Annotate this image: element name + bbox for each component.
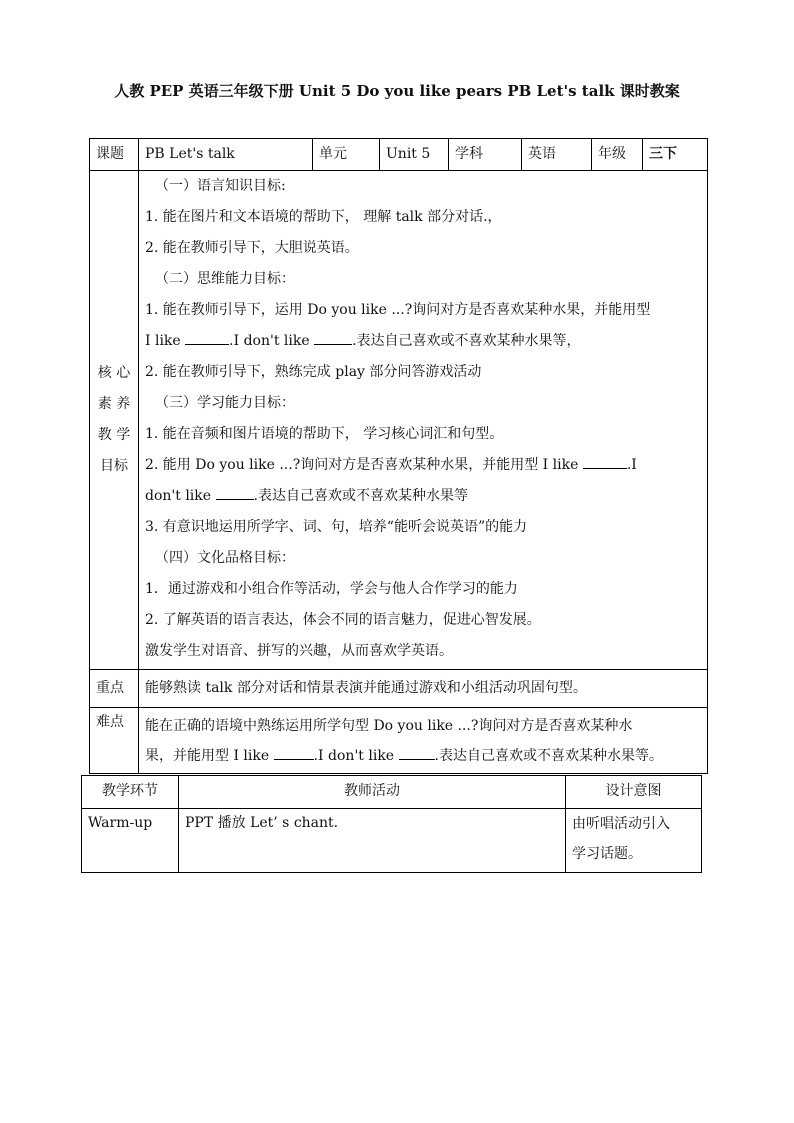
step-header: 教学环节 bbox=[82, 776, 179, 809]
lang-heading: （一）语言知识目标: bbox=[155, 178, 286, 194]
core-goals-label-line: 教 学 bbox=[97, 427, 131, 443]
topic-label: 课题 bbox=[90, 139, 139, 171]
text: 2. 能用 Do you like ...?询问对方是否喜欢某种水果，并能用型 I like bbox=[145, 457, 583, 473]
fill-blank bbox=[216, 486, 254, 500]
intent-line: 学习话题。 bbox=[572, 846, 642, 862]
key-point-text: 能够熟读 talk 部分对话和情景表演并能通过游戏和小组活动巩固句型。 bbox=[139, 670, 708, 708]
culture-goal-1: 1．通过游戏和小组合作等活动，学会与他人合作学习的能力 bbox=[145, 581, 518, 597]
think-goal-1a: 1. 能在教师引导下，运用 Do you like ...?询问对方是否喜欢某种水果，并能用型 bbox=[145, 302, 651, 318]
learn-heading: （三）学习能力目标： bbox=[155, 395, 295, 411]
process-header-row bbox=[82, 776, 702, 809]
text: don't like bbox=[145, 488, 216, 504]
core-goals-label-line: 目标 bbox=[100, 458, 128, 474]
core-goals-label-line: 素 养 bbox=[97, 396, 131, 412]
lang-goal-2: 2. 能在教师引导下，大胆说英语。 bbox=[145, 240, 359, 256]
lesson-info-table bbox=[89, 138, 708, 774]
think-goal-1b bbox=[145, 326, 703, 357]
text: .I bbox=[626, 457, 637, 473]
unit-value: Unit 5 bbox=[380, 139, 449, 171]
process-row bbox=[82, 809, 702, 873]
subject-label: 学科 bbox=[449, 139, 522, 171]
intent-header: 设计意图 bbox=[566, 776, 702, 809]
unit-label: 单元 bbox=[313, 139, 380, 171]
text: .表达自己喜欢或不喜欢某种水果等。 bbox=[434, 747, 663, 764]
think-heading: （二）思维能力目标： bbox=[155, 271, 295, 287]
text: .表达自己喜欢或不喜欢某种水果等， bbox=[352, 333, 581, 349]
activity-header: 教师活动 bbox=[179, 776, 566, 809]
intent-line: 由听唱活动引入 bbox=[572, 816, 670, 832]
document-title: 人教 PEP 英语三年级下册 Unit 5 Do you like pears PB Let's talk 课时教案 bbox=[114, 82, 680, 100]
key-point-label: 重点 bbox=[90, 670, 139, 708]
culture-goal-3: 激发学生对语音、拼写的兴趣，从而喜欢学英语。 bbox=[145, 643, 453, 659]
difficulty-label: 难点 bbox=[90, 708, 139, 774]
text: .表达自己喜欢或不喜欢某种水果等 bbox=[253, 488, 468, 504]
step-cell: Warm-up bbox=[82, 809, 179, 873]
core-goals-row bbox=[90, 171, 708, 670]
subject-value: 英语 bbox=[522, 139, 592, 171]
text: I like bbox=[145, 333, 186, 349]
learn-goal-3: 3. 有意识地运用所学字、词、句，培养“能听会说英语”的能力 bbox=[145, 519, 528, 535]
intent-cell bbox=[566, 809, 702, 873]
difficulty-row bbox=[90, 708, 708, 774]
fill-blank bbox=[274, 746, 314, 760]
difficulty-line-1: 能在正确的语境中熟练运用所学句型 Do you like ...?询问对方是否喜欢某种水 bbox=[145, 717, 633, 734]
grade-value: 三下 bbox=[643, 139, 708, 171]
activity-cell: PPT 播放 Let’ s chant. bbox=[179, 809, 566, 873]
text: 果，并能用型 I like bbox=[145, 747, 274, 764]
think-goal-2: 2. 能在教师引导下，熟练完成 play 部分问答游戏活动 bbox=[145, 364, 482, 380]
grade-label: 年级 bbox=[592, 139, 643, 171]
learn-goal-2b bbox=[145, 481, 703, 512]
culture-heading: （四）文化品格目标： bbox=[155, 550, 295, 566]
teaching-process-table bbox=[81, 775, 702, 873]
text: .I don't like bbox=[229, 333, 315, 349]
learn-goal-2a bbox=[145, 450, 703, 481]
core-goals-content bbox=[139, 171, 708, 670]
difficulty-line-2 bbox=[145, 741, 703, 771]
learn-goal-1: 1. 能在音频和图片语境的帮助下， 学习核心词汇和句型。 bbox=[145, 426, 504, 442]
core-goals-label bbox=[90, 171, 139, 670]
fill-blank bbox=[314, 331, 352, 345]
core-goals-label-line: 核 心 bbox=[97, 365, 131, 381]
fill-blank bbox=[185, 331, 229, 345]
key-point-row bbox=[90, 670, 708, 708]
difficulty-content bbox=[139, 708, 708, 774]
fill-blank bbox=[399, 746, 435, 760]
culture-goal-2: 2. 了解英语的语言表达，体会不同的语言魅力，促进心智发展。 bbox=[145, 612, 541, 628]
text: .I don't like bbox=[313, 747, 399, 764]
topic-value: PB Let's talk bbox=[139, 139, 313, 171]
fill-blank bbox=[583, 455, 627, 469]
header-row bbox=[90, 139, 708, 171]
lang-goal-1: 1. 能在图片和文本语境的帮助下， 理解 talk 部分对话.， bbox=[145, 209, 502, 225]
